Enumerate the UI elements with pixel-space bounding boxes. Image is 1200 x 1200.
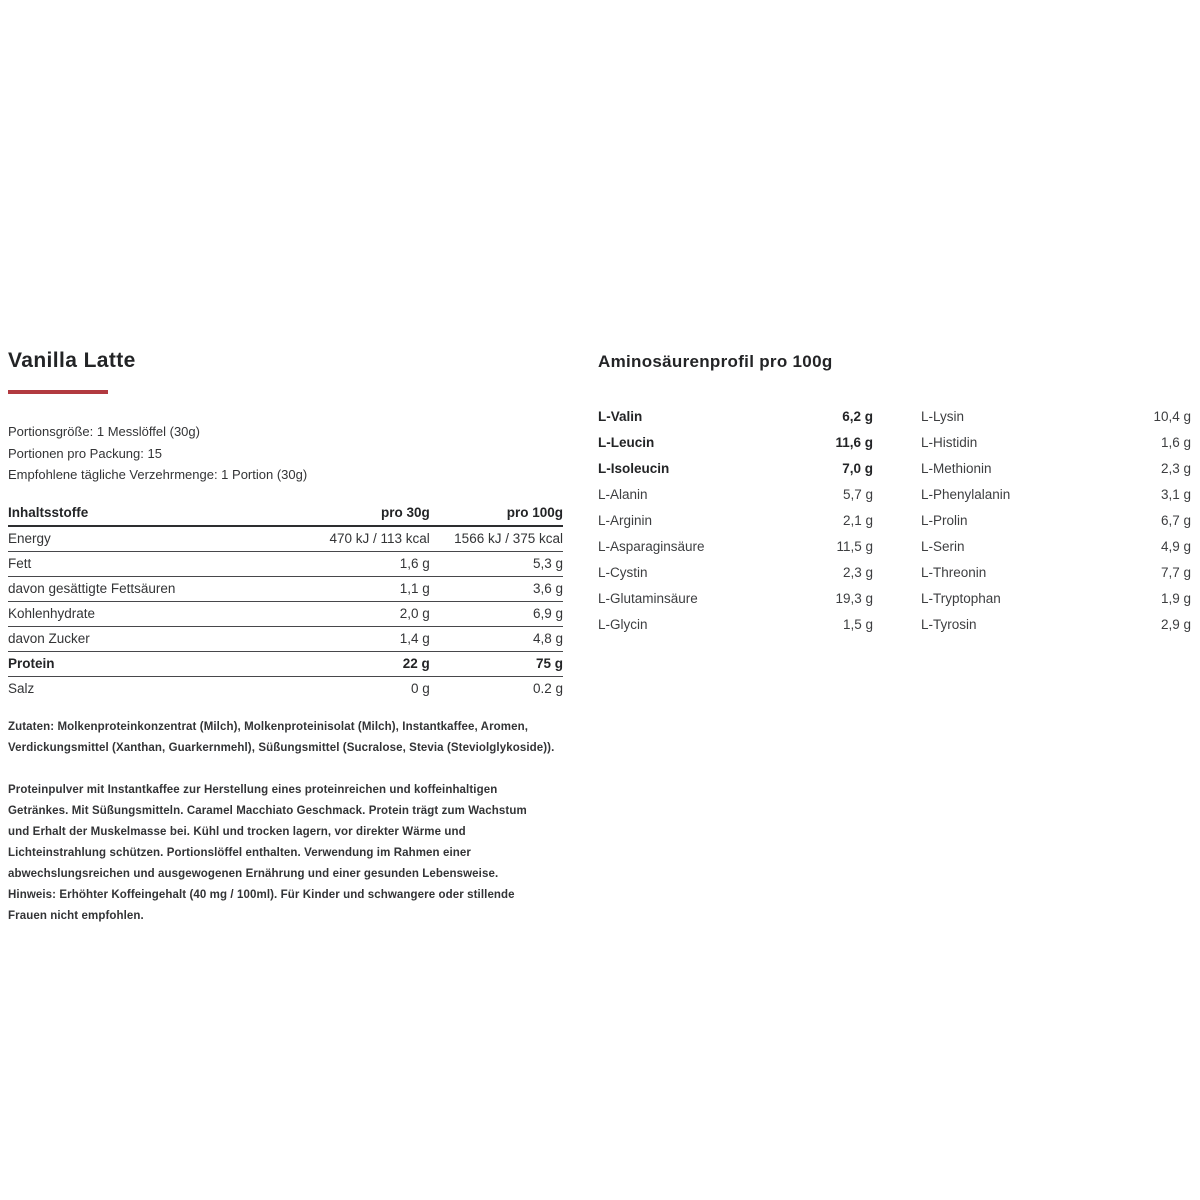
col-header-per100: pro 100g (430, 501, 563, 526)
serving-size-line: Portionsgröße: 1 Messlöffel (30g) (8, 424, 200, 439)
table-row-protein (8, 651, 563, 676)
amino-name: L-Phenylalanin (921, 487, 1011, 502)
amino-row-tryptophan (921, 591, 1191, 617)
row-value-per30: 1,1 g (399, 580, 430, 596)
amino-row-isoleucin (598, 461, 873, 487)
amino-name: L-Histidin (921, 435, 978, 450)
amino-value: 1,6 g (1160, 435, 1191, 450)
amino-name: L-Leucin (598, 435, 655, 450)
row-value-per30: 1,4 g (399, 630, 430, 646)
amino-row-glutaminsaeure (598, 591, 873, 617)
amino-grid (598, 409, 1191, 643)
amino-name: L-Serin (921, 539, 965, 554)
amino-row-prolin (921, 513, 1191, 539)
amino-value: 1,5 g (842, 617, 873, 632)
row-value-per100: 1566 kJ / 375 kcal (454, 530, 563, 546)
red-divider (8, 390, 108, 394)
amino-row-threonin (921, 565, 1191, 591)
nutrition-table (8, 501, 563, 701)
ingredients-paragraph: Zutaten: Molkenproteinkonzentrat (Milch), Molkenproteinisolat (Milch), Instantkaffee, Aromen, Verdickungsmittel (Xanthan, Guarkernmehl), Süßungsmittel (Sucralose, Stevia (Steviolglykoside)). (8, 720, 555, 754)
table-row-sugar (8, 626, 563, 651)
row-label: Kohlenhydrate (8, 605, 96, 621)
row-label: davon Zucker (8, 630, 90, 646)
amino-name: L-Tryptophan (921, 591, 1001, 606)
row-value-per30: 2,0 g (399, 605, 430, 621)
servings-per-pack-line: Portionen pro Packung: 15 (8, 445, 162, 461)
amino-row-alanin (598, 487, 873, 513)
amino-row-leucin (598, 435, 873, 461)
amino-name: L-Methionin (921, 461, 992, 476)
amino-name: L-Prolin (921, 513, 968, 528)
row-value-per100: 4,8 g (532, 630, 563, 646)
amino-value: 6,7 g (1160, 513, 1191, 528)
amino-row-serin (921, 539, 1191, 565)
table-row-saturated-fat (8, 576, 563, 601)
amino-value: 3,1 g (1160, 487, 1191, 502)
row-label: Fett (8, 555, 32, 571)
amino-name: L-Cystin (598, 565, 648, 580)
amino-name: L-Isoleucin (598, 461, 670, 476)
amino-row-phenylalanin (921, 487, 1191, 513)
amino-row-asparaginsaeure (598, 539, 873, 565)
amino-name: L-Threonin (921, 565, 987, 580)
amino-name: L-Valin (598, 409, 643, 424)
row-label: davon gesättigte Fettsäuren (8, 580, 176, 596)
row-value-per100: 6,9 g (532, 605, 563, 621)
amino-name: L-Tyrosin (921, 617, 977, 632)
nutrition-header-row (8, 501, 563, 526)
amino-row-cystin (598, 565, 873, 591)
amino-value: 5,7 g (842, 487, 873, 502)
amino-value: 11,6 g (835, 435, 873, 450)
amino-name: L-Arginin (598, 513, 653, 528)
description-paragraph: Proteinpulver mit Instantkaffee zur Herstellung eines proteinreichen und koffeinhaltigen Getränkes. Mit Süßungsmitteln. Caramel Macchiato Geschmack. Protein trägt zum Wachstum und Erhalt der Muskelmasse bei. Kühl und trocken lagern, vor direkter Wärme und Lichteinstrahlung schützen. Portionslöffel enthalten. Verwendung im Rahmen einer abwechslungsreichen und ausgewogenen Ernährung und einer gesunden Lebensweise. Hinweis: Erhöhter Koffeingehalt (40 mg / 100ml). Für Kinder und schwangere oder stillende Frauen nicht empfohlen. (8, 783, 527, 922)
amino-value: 1,9 g (1160, 591, 1191, 606)
amino-value: 2,9 g (1160, 617, 1191, 632)
amino-name: L-Glutaminsäure (598, 591, 698, 606)
flavor-title: Vanilla Latte (8, 349, 136, 372)
row-value-per30: 470 kJ / 113 kcal (329, 530, 430, 546)
row-value-per30: 1,6 g (399, 555, 430, 571)
row-label: Energy (8, 530, 51, 546)
amino-column-right (921, 409, 1191, 643)
flavor-nutrition-panel (8, 350, 565, 927)
amino-value: 11,5 g (836, 539, 873, 554)
amino-row-methionin (921, 461, 1191, 487)
row-value-per30: 0 g (411, 680, 430, 696)
amino-value: 2,1 g (842, 513, 873, 528)
amino-row-glycin (598, 617, 873, 643)
amino-value: 10,4 g (1153, 409, 1191, 424)
amino-acid-panel (598, 352, 1191, 643)
amino-profile-title: Aminosäurenprofil pro 100g (598, 352, 833, 371)
row-value-per100: 3,6 g (532, 580, 563, 596)
amino-row-valin (598, 409, 873, 435)
amino-value: 6,2 g (842, 409, 873, 424)
amino-row-tyrosin (921, 617, 1191, 643)
row-value-per30: 22 g (402, 655, 430, 671)
amino-name: L-Alanin (598, 487, 648, 502)
amino-value: 2,3 g (1160, 461, 1191, 476)
serving-info (8, 421, 565, 486)
amino-row-lysin (921, 409, 1191, 435)
col-header-per30: pro 30g (297, 501, 430, 526)
recommended-intake-line: Empfohlene tägliche Verzehrmenge: 1 Portion (30g) (8, 467, 308, 482)
row-value-per100: 5,3 g (532, 555, 563, 571)
amino-value: 7,0 g (842, 461, 873, 476)
row-value-per100: 0.2 g (532, 680, 563, 696)
col-header-label: Inhaltsstoffe (8, 501, 297, 526)
table-row-salt (8, 676, 563, 701)
amino-value: 19,3 g (835, 591, 873, 606)
amino-name: L-Lysin (921, 409, 965, 424)
row-label: Salz (8, 680, 35, 696)
amino-value: 2,3 g (842, 565, 873, 580)
amino-row-arginin (598, 513, 873, 539)
row-label: Protein (8, 655, 55, 671)
amino-name: L-Glycin (598, 617, 648, 632)
table-row-carbs (8, 601, 563, 626)
table-row-energy (8, 526, 563, 552)
amino-column-left (598, 409, 873, 643)
table-row-fat (8, 551, 563, 576)
amino-value: 4,9 g (1160, 539, 1191, 554)
amino-row-histidin (921, 435, 1191, 461)
amino-value: 7,7 g (1160, 565, 1191, 580)
amino-name: L-Asparaginsäure (598, 539, 705, 554)
row-value-per100: 75 g (535, 655, 563, 671)
